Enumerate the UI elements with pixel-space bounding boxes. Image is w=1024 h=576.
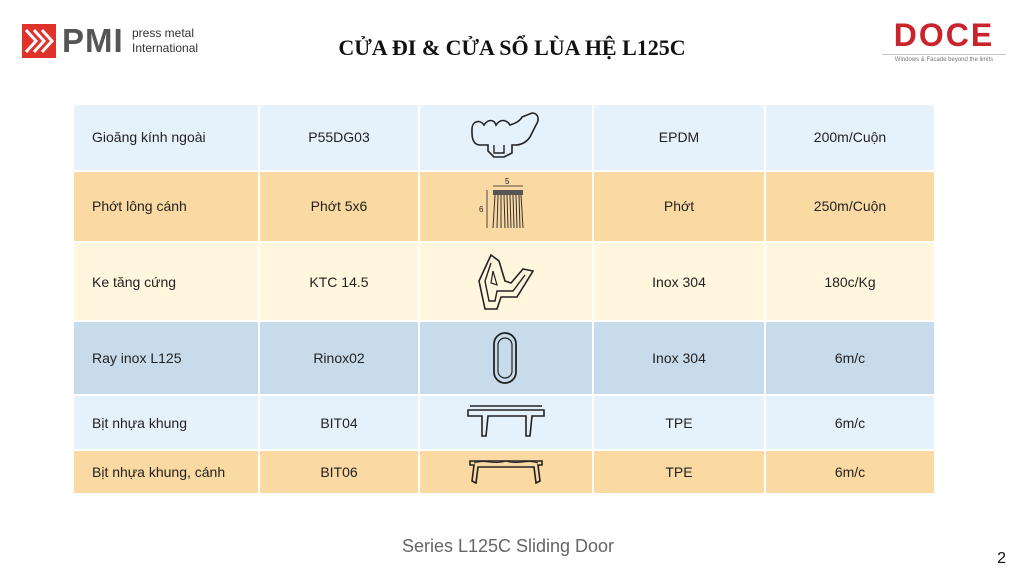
part-name: Gioăng kính ngoài bbox=[74, 105, 258, 170]
part-code: Phớt 5x6 bbox=[260, 172, 418, 242]
part-material: Inox 304 bbox=[594, 322, 764, 394]
part-packing: 180c/Kg bbox=[766, 243, 934, 320]
part-name: Bịt nhựa khung, cánh bbox=[74, 451, 258, 493]
part-figure bbox=[420, 322, 592, 394]
part-figure bbox=[420, 243, 592, 320]
doce-logo bbox=[878, 18, 1010, 66]
brush-seal-width-label: 5 bbox=[505, 178, 510, 187]
footer-caption: Series L125C Sliding Door bbox=[401, 536, 615, 556]
part-packing: 250m/Cuộn bbox=[766, 172, 934, 242]
pmi-subtitle-line1: press metal bbox=[132, 26, 195, 40]
part-name: Ray inox L125 bbox=[74, 322, 258, 394]
rail-profile-icon bbox=[486, 329, 526, 387]
part-code: P55DG03 bbox=[260, 105, 418, 170]
part-code: Rinox02 bbox=[260, 322, 418, 394]
part-material: Inox 304 bbox=[594, 243, 764, 320]
pmi-wordmark: PMI bbox=[62, 22, 124, 59]
doce-divider bbox=[882, 54, 1006, 55]
part-name: Bịt nhựa khung bbox=[74, 396, 258, 448]
part-packing: 6m/c bbox=[766, 396, 934, 448]
table-row bbox=[74, 322, 934, 394]
part-packing: 200m/Cuộn bbox=[766, 105, 934, 170]
part-code: KTC 14.5 bbox=[260, 243, 418, 320]
part-name: Ke tăng cứng bbox=[74, 243, 258, 320]
table-row bbox=[74, 451, 934, 493]
pmi-subtitle-line2: International bbox=[132, 41, 199, 55]
part-packing: 6m/c bbox=[766, 451, 934, 493]
table-row bbox=[74, 396, 934, 448]
part-material: TPE bbox=[594, 396, 764, 448]
page-number: 2 bbox=[997, 550, 1006, 567]
brush-seal-height-label: 6 bbox=[479, 205, 484, 215]
brush-seal-icon bbox=[471, 178, 541, 234]
part-code: BIT06 bbox=[260, 451, 418, 493]
part-material: TPE bbox=[594, 451, 764, 493]
page-title: CỬA ĐI & CỬA SỔ LÙA HỆ L125C bbox=[338, 35, 686, 60]
part-material: Phớt bbox=[594, 172, 764, 242]
frame-sash-cap-icon bbox=[464, 455, 548, 489]
table-row bbox=[74, 105, 934, 170]
part-code: BIT04 bbox=[260, 396, 418, 448]
gasket-profile-icon bbox=[466, 111, 546, 163]
part-material: EPDM bbox=[594, 105, 764, 170]
part-figure bbox=[420, 396, 592, 448]
table-row bbox=[74, 243, 934, 320]
part-figure bbox=[420, 105, 592, 170]
part-figure bbox=[420, 451, 592, 493]
stiffener-bracket-icon bbox=[471, 251, 541, 313]
parts-table bbox=[72, 103, 936, 495]
frame-cap-icon bbox=[464, 402, 548, 444]
doce-wordmark: DOCE bbox=[893, 17, 995, 53]
table-row bbox=[74, 172, 934, 242]
part-figure bbox=[420, 172, 592, 242]
part-name: Phớt lông cánh bbox=[74, 172, 258, 242]
doce-tagline: Windows & Facade beyond the limits bbox=[894, 57, 994, 63]
part-packing: 6m/c bbox=[766, 322, 934, 394]
